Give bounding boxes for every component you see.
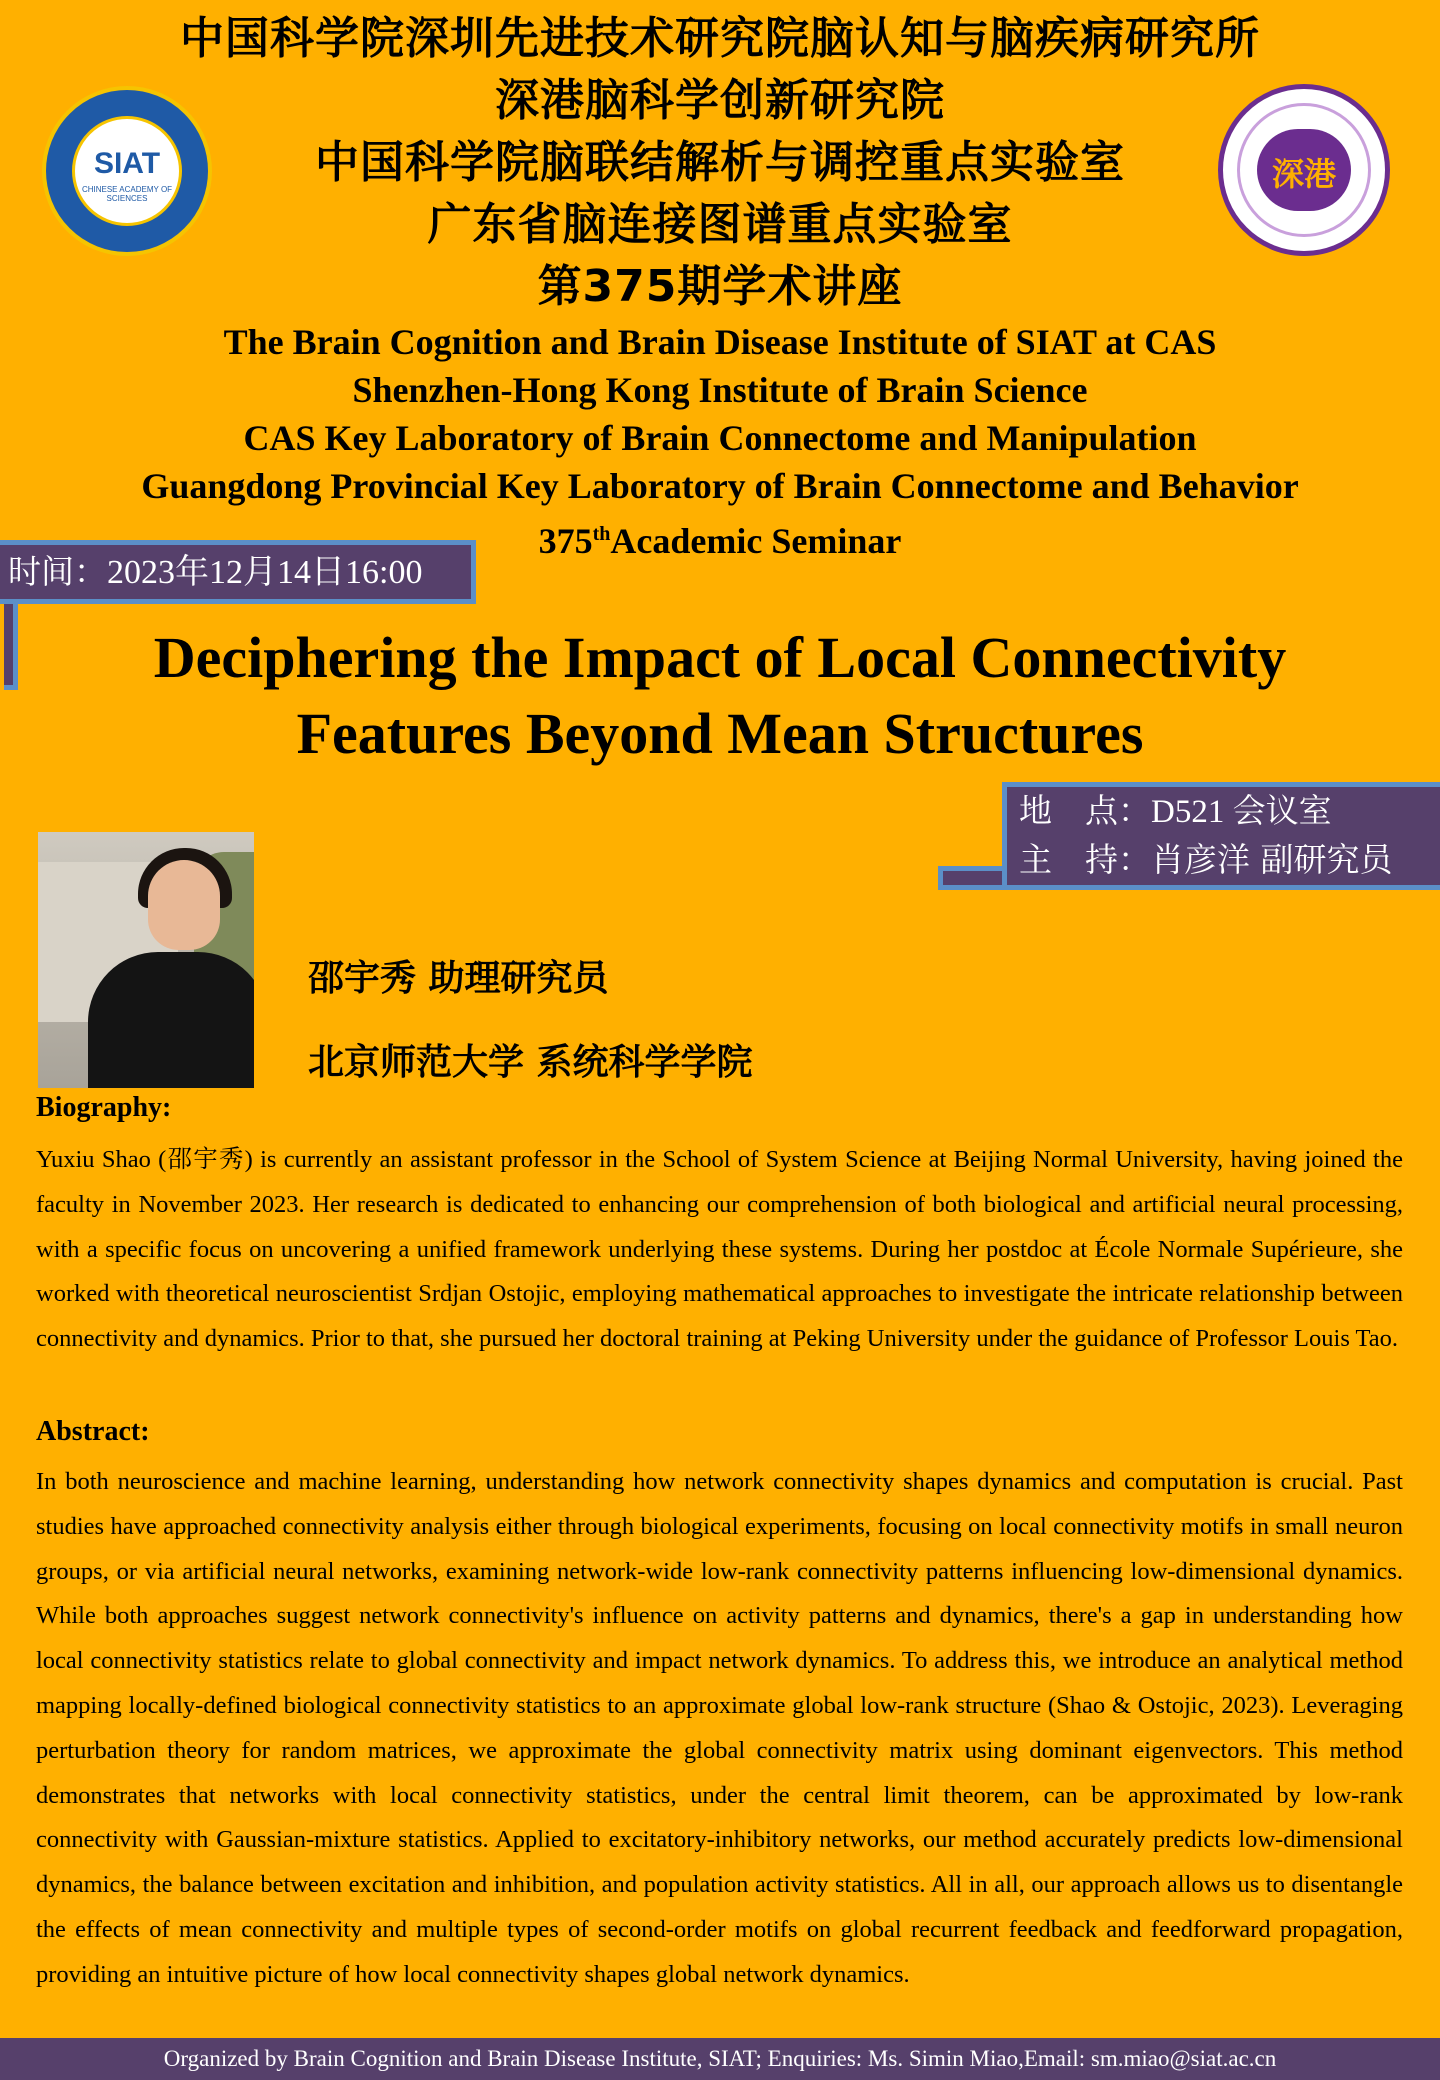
brain-icon <box>1257 129 1351 211</box>
location-value: D521 会议室 <box>1151 794 1332 830</box>
header-cn-line-2: 深港脑科学创新研究院 <box>495 75 945 126</box>
photo-speaker-face <box>148 860 220 950</box>
speaker-photo <box>38 832 254 1088</box>
seminar-label: Academic Seminar <box>610 521 902 561</box>
hk-brain-institute-logo <box>1218 84 1390 256</box>
biography-heading: Biography: <box>36 1092 172 1123</box>
venue-box <box>1002 782 1440 890</box>
siat-logo <box>42 86 212 256</box>
header-en-line-2: Shenzhen-Hong Kong Institute of Brain Science <box>352 370 1088 410</box>
talk-title-line-1: Deciphering the Impact of Local Connectivity <box>153 625 1287 690</box>
photo-speaker-body <box>88 952 254 1088</box>
footer <box>0 2038 1440 2080</box>
time-box <box>0 540 476 604</box>
header-en-line-1: The Brain Cognition and Brain Disease Institute of SIAT at CAS <box>223 322 1217 362</box>
hk-logo-mark: 深港 <box>1271 155 1336 193</box>
siat-logo-mark: SIAT <box>93 147 161 180</box>
time-value: 2023年12月14日16:00 <box>107 554 423 591</box>
seminar-suffix: th <box>592 523 611 545</box>
talk-title <box>0 620 1440 772</box>
location-label: 地 点： <box>1019 791 1151 830</box>
header-en-line-4: Guangdong Provincial Key Laboratory of Brain Connectome and Behavior <box>141 466 1299 506</box>
header-cn-line-3: 中国科学院脑联结解析与调控重点实验室 <box>315 137 1125 188</box>
header-cn-line-5: 第375期学术讲座 <box>537 261 903 312</box>
venue-box-accent <box>938 866 1008 890</box>
abstract-heading: Abstract: <box>36 1416 150 1447</box>
host-value: 肖彦洋 副研究员 <box>1151 840 1393 879</box>
biography-text: Yuxiu Shao (邵宇秀) is currently an assistant professor in the School of System Science at Beijing Normal University, having joined the faculty in November 2023. Her research is dedicated to enhancing our comprehension of both biological and artificial neural processing, with a specific focus on uncovering a unified framework underlying these systems. During her postdoc at École Normale Supérieure, she worked with theoretical neuroscientist Srdjan Ostojic, employing mathematical approaches to investigate the intricate relationship between connectivity and dynamics. Prior to that, she pursued her doctoral training at Peking University under the guidance of Professor Louis Tao. <box>36 1146 1403 1353</box>
speaker-affiliation: 北京师范大学 系统科学学院 <box>308 1042 753 1083</box>
seminar-number: 375 <box>538 521 593 561</box>
speaker-name: 邵宇秀 助理研究员 <box>308 958 609 999</box>
header-en-line-3: CAS Key Laboratory of Brain Connectome and Manipulation <box>243 418 1197 458</box>
siat-logo-inner <box>72 116 182 226</box>
talk-title-line-2: Features Beyond Mean Structures <box>296 701 1144 766</box>
abstract-text: In both neuroscience and machine learning, understanding how network connectivity shapes dynamics and computation is crucial. Past studies have approached connectivity analysis either through biological experiments, focusing on local connectivity motifs in small neuron groups, or via artificial neural networks, examining network-wide low-rank connectivity patterns influencing low-dimensional dynamics. While both approaches suggest network connectivity's influence on activity patterns and dynamics, there's a gap in understanding how local connectivity statistics relate to global connectivity and impact network dynamics. To address this, we introduce an analytical method mapping locally-defined biological connectivity statistics to an approximate global low-rank structure (Shao & Ostojic, 2023). Leveraging perturbation theory for random matrices, we approximate the global connectivity matrix using dominant eigenvectors. This method demonstrates that networks with local connectivity statistics, under the central limit theorem, can be approximated by low-rank connectivity with Gaussian-mixture statistics. Applied to excitatory-inhibitory networks, our method accurately predicts low-dimensional dynamics, the balance between excitation and inhibition, and population activity statistics. All in all, our approach allows us to disentangle the effects of mean connectivity and multiple types of second-order motifs on global recurrent feedback and feedforward propagation, providing an intuitive picture of how local connectivity shapes global network dynamics. <box>36 1468 1403 1988</box>
footer-text: Organized by Brain Cognition and Brain Disease Institute, SIAT; Enquiries: Ms. Simin Miao,Email: sm.miao@siat.ac.cn <box>163 2046 1277 2071</box>
siat-logo-subtext: CHINESE ACADEMY OF SCIENCES <box>81 185 173 203</box>
host-row <box>1019 836 1440 885</box>
host-label: 主 持： <box>1019 840 1151 879</box>
location-row <box>1019 787 1440 836</box>
time-label: 时间： <box>8 552 107 591</box>
header-cn-line-4: 广东省脑连接图谱重点实验室 <box>427 199 1013 250</box>
header-cn-line-1: 中国科学院深圳先进技术研究院脑认知与脑疾病研究所 <box>180 13 1260 64</box>
